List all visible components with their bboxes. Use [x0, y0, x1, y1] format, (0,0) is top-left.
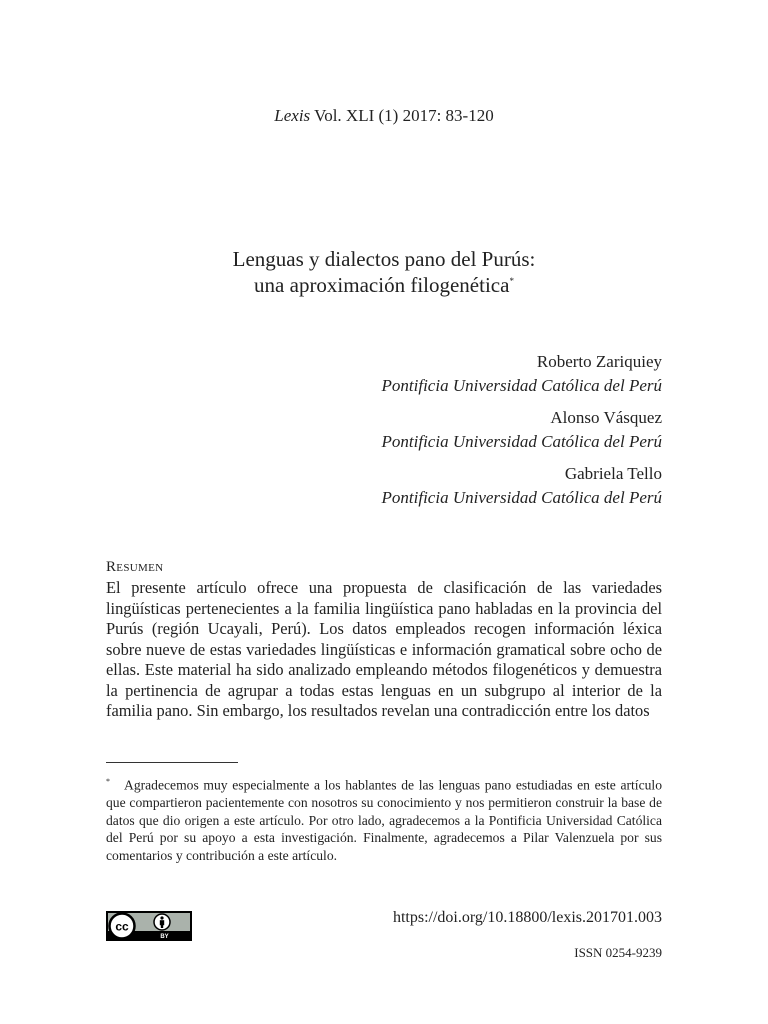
author-name: Gabriela Tello — [564, 464, 662, 483]
cc-by-icon[interactable] — [106, 911, 192, 941]
journal-volume: Vol. XLI (1) 2017: 83-120 — [314, 106, 494, 125]
article-title — [0, 246, 768, 298]
cc-badge-label: BY — [160, 934, 169, 940]
abstract-heading: Resumen — [106, 559, 164, 575]
author-entry — [162, 406, 662, 454]
title-line-1: Lenguas y dialectos pano del Purús: — [232, 247, 536, 271]
issn-label: ISSN 0254-9239 — [574, 945, 662, 960]
doi-link[interactable]: https://doi.org/10.18800/lexis.201701.003 — [392, 909, 662, 926]
title-line-2 — [0, 272, 768, 298]
abstract-text: El presente artículo ofrece una propuesta de clasificación de las variedades lingüísticas pertenecientes a la familia lingüística pano habladas en la provincia del Purús (región Ucayali, Perú). Los datos empleados recogen información léxica sobre nueve de estas variedades lingüísticas e información gramatical sobre ocho de ellas. Este material ha sido analizado empleando métodos filogenéticos y demuestra la pertinencia de agrupar a todas estas lenguas en un subgrupo al interior de la familia pano. Sin embargo, los resultados revelan una contradicción entre los datos — [106, 578, 662, 720]
footnote — [106, 773, 662, 865]
journal-name: Lexis — [274, 106, 311, 125]
svg-text:cc: cc — [115, 919, 129, 934]
author-affiliation: Pontificia Universidad Católica del Perú — [381, 488, 662, 507]
footnote-mark: * — [106, 777, 110, 786]
author-entry — [162, 350, 662, 398]
author-list — [162, 350, 662, 518]
footnote-text: Agradecemos muy especialmente a los hablantes de las lenguas pano estudiadas en este artículo que compartieron pacientemente con nosotros su conocimiento y nos permitieron construir la base de datos que dio origen a este artículo. Por otro lado, agradecemos a la Pontificia Universidad Católica del Perú por su apoyo a esta investigación. Finalmente, agradecemos a Pilar Valenzuela por sus comentarios y contribución a este artículo. — [106, 777, 662, 863]
author-affiliation: Pontificia Universidad Católica del Perú — [381, 432, 662, 451]
author-affiliation: Pontificia Universidad Católica del Perú — [381, 376, 662, 395]
footnote-divider — [106, 762, 238, 763]
author-name: Roberto Zariquiey — [536, 352, 662, 371]
journal-header — [0, 106, 768, 126]
title-footnote-mark[interactable]: * — [509, 276, 514, 286]
author-name: Alonso Vásquez — [550, 408, 662, 427]
abstract-section — [106, 559, 662, 722]
author-entry — [162, 462, 662, 510]
title-line-2-text: una aproximación filogenética — [254, 273, 510, 297]
cc-by-badge-graphic — [106, 911, 192, 941]
